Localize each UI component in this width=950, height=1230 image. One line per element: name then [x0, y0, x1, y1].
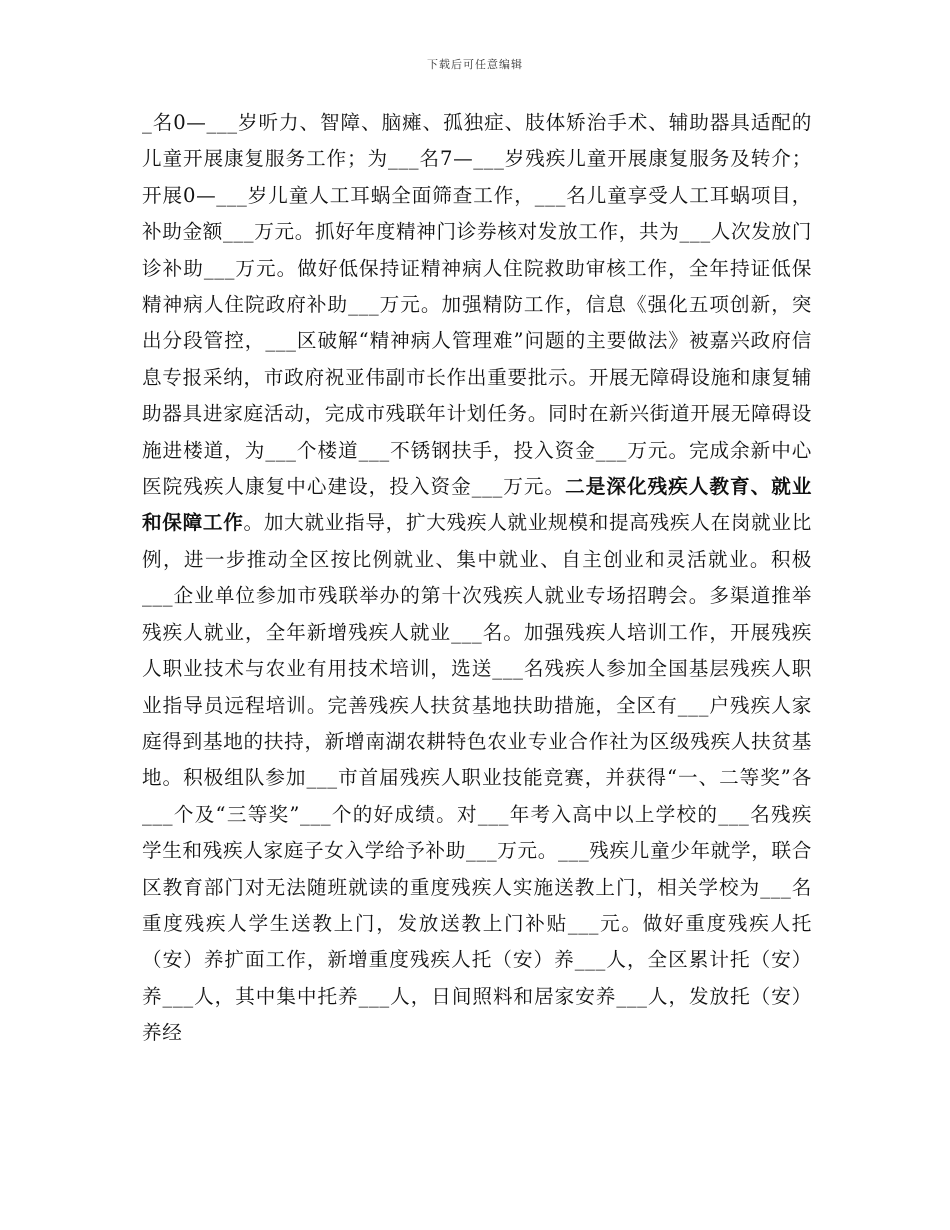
paragraph-text-after: 。加大就业指导，扩大残疾人就业规模和提高残疾人在岗就业比例，进一步推动全区按比例就业、集中就业、自主创业和灵活就业。积极___企业单位参加市残联举办的第十次残疾人就业专场招聘会。多渠道推举残疾人就业，全年新增残疾人就业___名。加强残疾人培训工作，开展残疾人职业技术与农业有用技术培训，选送___名残疾人参加全国基层残疾人职业指导员远程培训。完善残疾人扶贫基地扶助措施，全区有___户残疾人家庭得到基地的扶持，新增南湖农耕特色农业专业合作社为区级残疾人扶贫基地。积极组队参加___市首届残疾人职业技能竞赛，并获得“一、二等奖”各___个及“三等奖”___个的好成绩。对___年考入高中以上学校的___名残疾学生和残疾人家庭子女入学给予补助___万元。___残疾儿童少年就学，联合区教育部门对无法随班就读的重度残疾人实施送教上门，相关学校为___名重度残疾人学生送教上门，发放送教上门补贴___元。做好重度残疾人托（安）养扩面工作，新增重度残疾人托（安）养___人，全区累计托（安）养___人，其中集中托养___人，日间照料和居家安养___人，发放托（安）养经	[142, 511, 812, 1045]
bold-section-heading: 二是深化残疾人教育、就业和保障工作	[142, 475, 813, 535]
document-body	[142, 105, 812, 1052]
paragraph-text-before: _名0—___岁听力、智障、脑瘫、孤独症、肢体矫治手术、辅助器具适配的儿童开展康复服务工作；为___名7—___岁残疾儿童开展康复服务及转介；开展0—___岁儿童人工耳蜗全面筛查工作，___名儿童享受人工耳蜗项目，补助金额___万元。抓好年度精神门诊券核对发放工作，共为___人次发放门诊补助___万元。做好低保持证精神病人住院救助审核工作，全年持证低保精神病人住院政府补助___万元。加强精防工作，信息《强化五项创新，突出分段管控，___区破解“精神病人管理难”问题的主要做法》被嘉兴政府信息专报采纳，市政府祝亚伟副市长作出重要批示。开展无障碍设施和康复辅助器具进家庭活动，完成市残联年计划任务。同时在新兴街道开展无障碍设施进楼道，为___个楼道___不锈钢扶手，投入资金___万元。完成余新中心医院残疾人康复中心建设，投入资金___万元。	[142, 111, 812, 499]
page-header-note: 下载后可任意编辑	[427, 58, 523, 71]
